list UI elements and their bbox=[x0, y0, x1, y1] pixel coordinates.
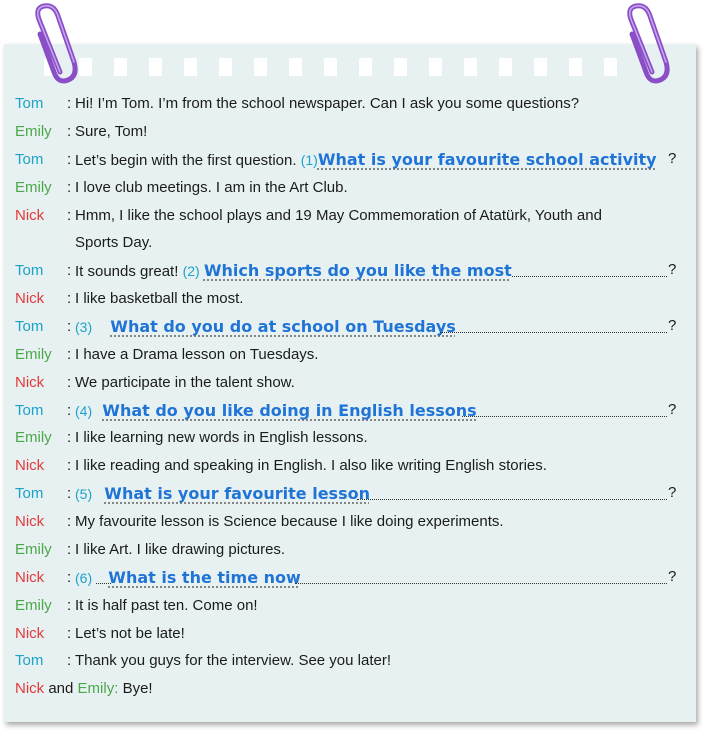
dialogue-line: Tom : Hi! I’m Tom. I’m from the school newspaper. Can I ask you some questions? bbox=[15, 95, 580, 112]
question-mark: ? bbox=[668, 401, 677, 418]
answer-text[interactable]: What do you like doing in English lessons bbox=[102, 401, 477, 420]
answer-blank bbox=[512, 275, 667, 277]
question-number: (4) bbox=[75, 403, 93, 419]
answer-text[interactable]: Which sports do you like the most bbox=[203, 261, 512, 280]
speaker-name: Nick bbox=[15, 513, 45, 530]
dialogue-line: Tom : (3) What do you do at school on Tuesdays bbox=[15, 317, 456, 336]
question-mark: ? bbox=[668, 568, 677, 585]
speaker-name: Nick bbox=[15, 457, 45, 474]
dialogue-line: Nick : Hmm, I like the school plays and 19 May Commemoration of Atatürk, Youth and bbox=[15, 207, 602, 224]
paperclip-right-icon bbox=[612, 0, 672, 90]
dialogue-line: Tom : (5) What is your favourite lesson bbox=[15, 484, 370, 503]
speaker-name: Nick bbox=[15, 625, 45, 642]
line-text: Let’s begin with the first question. bbox=[75, 152, 297, 169]
speaker-name: Nick bbox=[15, 290, 45, 307]
line-text: It sounds great! bbox=[75, 263, 179, 280]
speaker-name: Tom bbox=[15, 402, 44, 419]
dialogue-line: Tom : Let’s begin with the first question. (1)What is your favourite school activity bbox=[15, 150, 657, 169]
line-text: Sure, Tom! bbox=[75, 123, 148, 140]
speaker-name: Tom bbox=[15, 485, 44, 502]
line-text: Sports Day. bbox=[75, 234, 153, 251]
answer-text[interactable]: What do you do at school on Tuesdays bbox=[110, 317, 456, 336]
line-text: I have a Drama lesson on Tuesdays. bbox=[75, 346, 319, 363]
answer-blank bbox=[462, 415, 667, 417]
speaker-name: Tom bbox=[15, 652, 44, 669]
dialogue-line: Nick : I like basketball the most. bbox=[15, 290, 244, 307]
answer-text[interactable]: What is your favourite lesson bbox=[104, 484, 370, 503]
question-mark: ? bbox=[668, 261, 677, 278]
dialogue-line: Emily : I have a Drama lesson on Tuesdays. bbox=[15, 346, 319, 363]
line-text: It is half past ten. Come on! bbox=[75, 597, 258, 614]
line-text: I like learning new words in English lessons. bbox=[75, 429, 368, 446]
answer-blank bbox=[440, 331, 667, 333]
dialogue-line: Tom : Thank you guys for the interview. See you later! bbox=[15, 652, 392, 669]
speaker-name: Emily bbox=[15, 179, 52, 196]
speaker-name: Tom bbox=[15, 95, 44, 112]
question-number: (3) bbox=[75, 319, 93, 335]
speaker-name: Tom bbox=[15, 262, 44, 279]
speaker-name: Nick bbox=[15, 569, 45, 586]
line-text: I like Art. I like drawing pictures. bbox=[75, 541, 286, 558]
speaker-name: Nick bbox=[15, 207, 45, 224]
answer-blank bbox=[295, 582, 667, 584]
dialogue-line: Nick : I like reading and speaking in English. I also like writing English stories. bbox=[15, 457, 547, 474]
dialogue-line: Emily : I like Art. I like drawing pictures. bbox=[15, 541, 286, 558]
speaker-name: Emily bbox=[15, 597, 52, 614]
speaker-name: Emily bbox=[15, 429, 52, 446]
question-mark: ? bbox=[668, 150, 677, 167]
speaker-name: Tom bbox=[15, 318, 44, 335]
dialogue-line: Emily : It is half past ten. Come on! bbox=[15, 597, 258, 614]
conjunction-text: and bbox=[48, 680, 74, 697]
answer-text[interactable]: What is the time now bbox=[108, 568, 301, 587]
line-text: I like reading and speaking in English. I also like writing English stories. bbox=[75, 457, 547, 474]
dialogue-line: Nick : We participate in the talent show. bbox=[15, 374, 295, 391]
answer-blank bbox=[96, 582, 111, 584]
question-number: (6) bbox=[75, 570, 93, 586]
question-number: (2) bbox=[182, 263, 200, 279]
paperclip-left-icon bbox=[22, 0, 82, 90]
dialogue-line: Tom : (4) What do you like doing in English lessons bbox=[15, 401, 477, 420]
dialogue-line: Nick : (6) What is the time now bbox=[15, 568, 301, 587]
line-text: Let’s not be late! bbox=[75, 625, 185, 642]
dialogue-line-final: Nick and Emily: Bye! bbox=[15, 680, 153, 697]
speaker-name: Tom bbox=[15, 151, 44, 168]
dialogue-line: Nick : Let’s not be late! bbox=[15, 625, 185, 642]
line-text: I love club meetings. I am in the Art Club. bbox=[75, 179, 348, 196]
dialogue-line: Emily : I like learning new words in English lessons. bbox=[15, 429, 368, 446]
line-text: Hmm, I like the school plays and 19 May Commemoration of Atatürk, Youth and bbox=[75, 207, 602, 224]
line-text: I like basketball the most. bbox=[75, 290, 244, 307]
line-text: We participate in the talent show. bbox=[75, 374, 295, 391]
speaker-name: Nick bbox=[15, 680, 45, 697]
line-text: Bye! bbox=[122, 680, 153, 697]
question-mark: ? bbox=[668, 317, 677, 334]
question-number: (1) bbox=[300, 152, 318, 168]
line-text: Thank you guys for the interview. See you later! bbox=[75, 652, 392, 669]
dialogue-line: Tom : It sounds great! (2) Which sports do you like the most bbox=[15, 261, 512, 280]
line-text: My favourite lesson is Science because I like doing experiments. bbox=[75, 513, 504, 530]
question-number: (5) bbox=[75, 486, 93, 502]
dialogue-line: Emily : I love club meetings. I am in the Art Club. bbox=[15, 179, 348, 196]
speaker-name: Nick bbox=[15, 374, 45, 391]
answer-blank bbox=[357, 498, 667, 500]
question-mark: ? bbox=[668, 484, 677, 501]
speaker-name: Emily bbox=[15, 123, 52, 140]
speaker-name: Emily bbox=[15, 541, 52, 558]
dialogue-line: Emily : Sure, Tom! bbox=[15, 123, 148, 140]
dialogue-line: Nick : My favourite lesson is Science because I like doing experiments. bbox=[15, 513, 504, 530]
answer-text[interactable]: What is your favourite school activity bbox=[317, 150, 657, 169]
speaker-name: Emily bbox=[77, 680, 115, 697]
speaker-name: Emily bbox=[15, 346, 52, 363]
line-text: Hi! I’m Tom. I’m from the school newspaper. Can I ask you some questions? bbox=[75, 95, 580, 112]
